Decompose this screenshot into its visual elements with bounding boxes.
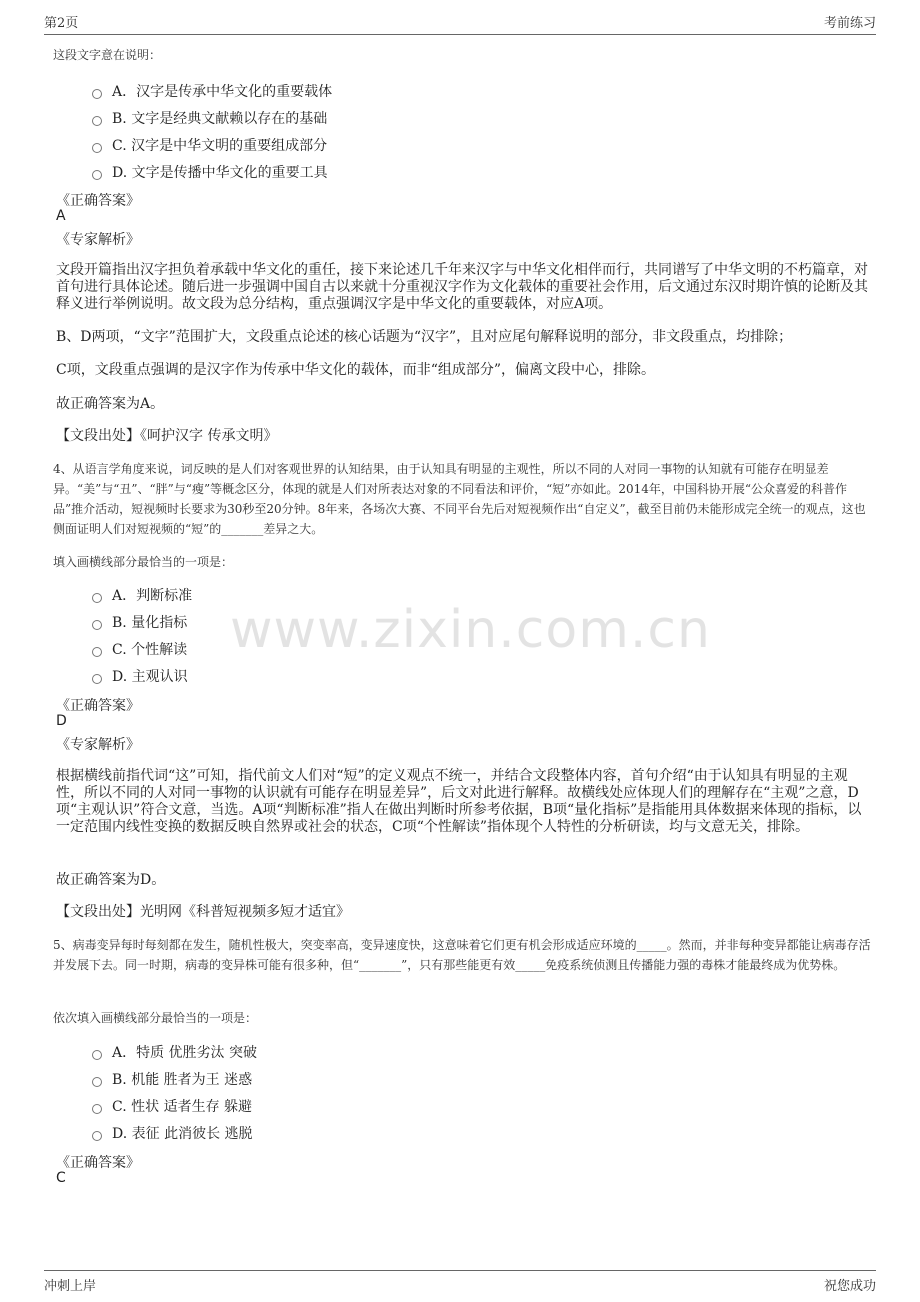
q5-option-c[interactable] (92, 1092, 257, 1119)
radio-icon[interactable] (92, 1104, 102, 1114)
q4-analysis-title: 《专家解析》 (56, 737, 140, 753)
option-label: D. 主观认识 (112, 668, 188, 685)
q4-stem: 4、从语言学角度来说，词反映的是人们对客观世界的认知结果，由于认知具有明显的主观性，所以不同的人对同一事物的认知就有可能存在明显差异。“美”与“丑”、“胖”与“瘦”等概念区分，体现的就是人们对所表达对象的不同看法和评价，“短”亦如此。2014年，中国科协开展“公众喜爱的科普作品”推介活动，短视频时长要求为30秒至20分钟。8年来，各场次大赛、不同平台先后对短视频作出“自定义”，截至目前仍未能形成完全统一的观点，这也侧面证明人们对短视频的“短”的_______差异之大。 (53, 462, 866, 536)
q4-answer: D (56, 713, 67, 729)
q3-option-d[interactable] (92, 158, 332, 185)
q3-answer-title: 《正确答案》 (56, 193, 140, 209)
q3-option-b[interactable] (92, 104, 332, 131)
q5-options (92, 1038, 257, 1146)
q4-conclusion: 故正确答案为D。 (56, 872, 166, 888)
option-label: B. 机能 胜者为王 迷惑 (112, 1071, 253, 1088)
q5-option-d[interactable] (92, 1119, 257, 1146)
radio-icon[interactable] (92, 647, 102, 657)
option-label: A．汉字是传承中华文化的重要载体 (112, 83, 333, 100)
q3-analysis-paragraph: 文段开篇指出汉字担负着承载中华文化的重任，接下来论述几千年来汉字与中华文化相伴而行，共同谱写了中华文明的不朽篇章，对首句进行具体论述。随后进一步强调中国自古以来就十分重视汉字作为文化载体的重要社会作用，后文通过东汉时期许慎的论断及其释义进行举例说明。故文段为总分结构，重点强调汉字是中华文化的重要载体，对应A项。 (56, 262, 868, 312)
option-label: C. 汉字是中华文明的重要组成部分 (112, 137, 328, 154)
radio-icon[interactable] (92, 116, 102, 126)
q5-answer: C (56, 1170, 66, 1186)
footer-right: 祝您成功 (823, 1279, 876, 1294)
q3-analysis-title: 《专家解析》 (56, 232, 140, 248)
q5-answer-title: 《正确答案》 (56, 1155, 140, 1171)
footer-left: 冲刺上岸 (44, 1279, 97, 1294)
q5-option-b[interactable] (92, 1065, 257, 1092)
option-label: B. 文字是经典文献赖以存在的基础 (112, 110, 328, 127)
q4-options (92, 581, 192, 689)
option-label: C. 性状 适者生存 躲避 (112, 1098, 253, 1115)
q4-source: 【文段出处】光明网《科普短视频多短才适宜》 (56, 904, 350, 920)
option-label: A．特质 优胜劣汰 突破 (112, 1044, 258, 1061)
q3-options (92, 77, 332, 185)
radio-icon[interactable] (92, 1050, 102, 1060)
radio-icon[interactable] (92, 1077, 102, 1087)
radio-icon[interactable] (92, 593, 102, 603)
q4-option-b[interactable] (92, 608, 192, 635)
radio-icon[interactable] (92, 620, 102, 630)
document-type: 考前练习 (823, 16, 876, 31)
radio-icon[interactable] (92, 170, 102, 180)
radio-icon[interactable] (92, 674, 102, 684)
option-label: C. 个性解读 (112, 641, 188, 658)
q3-option-a[interactable] (92, 77, 332, 104)
q3-prompt: 这段文字意在说明： (53, 48, 162, 62)
page-number: 第2页 (44, 16, 79, 31)
radio-icon[interactable] (92, 89, 102, 99)
radio-icon[interactable] (92, 143, 102, 153)
option-label: B. 量化指标 (112, 614, 188, 631)
q5-prompt: 依次填入画横线部分最恰当的一项是： (53, 1011, 258, 1025)
q4-option-d[interactable] (92, 662, 192, 689)
q4-option-c[interactable] (92, 635, 192, 662)
watermark: www.zixin.com.cn (230, 600, 711, 660)
option-label: D. 表征 此消彼长 逃脱 (112, 1125, 253, 1142)
q3-analysis-paragraph: B、D两项，“文字”范围扩大，文段重点论述的核心话题为“汉字”，且对应尾句解释说明的部分，非文段重点，均排除； (56, 329, 793, 345)
q4-answer-title: 《正确答案》 (56, 698, 140, 714)
q3-answer: A (56, 208, 66, 224)
q4-prompt: 填入画横线部分最恰当的一项是： (53, 555, 234, 569)
page-header (44, 12, 876, 35)
option-label: D. 文字是传播中华文化的重要工具 (112, 164, 328, 181)
option-label: A．判断标准 (112, 587, 193, 604)
q3-conclusion: 故正确答案为A。 (56, 396, 165, 412)
q5-option-a[interactable] (92, 1038, 257, 1065)
radio-icon[interactable] (92, 1131, 102, 1141)
q3-source: 【文段出处】《呵护汉字 传承文明》 (56, 428, 278, 444)
q4-option-a[interactable] (92, 581, 192, 608)
q5-stem: 5、病毒变异每时每刻都在发生，随机性极大，突变率高，变异速度快，这意味着它们更有机会形成适应环境的_____。然而，并非每种变异都能让病毒存活并发展下去。同一时期，病毒的变异株可能有很多种，但“_______”，只有那些能更有效_____免疫系统侦测且传播能力强的毒株才能最终成为优势株。 (53, 938, 871, 972)
q3-analysis-paragraph: C项，文段重点强调的是汉字作为传承中华文化的载体，而非“组成部分”，偏离文段中心，排除。 (56, 362, 656, 378)
q3-option-c[interactable] (92, 131, 332, 158)
q4-analysis-paragraph: 根据横线前指代词“这”可知，指代前文人们对“短”的定义观点不统一，并结合文段整体内容，首句介绍“由于认知具有明显的主观性，所以不同的人对同一事物的认识就有可能存在明显差异”，后文对此进行解释。故横线处应体现人们的理解存在“主观”之意，D项“主观认识”符合文意，当选。A项“判断标准”指人在做出判断时所参考依据，B项“量化指标”是指能用具体数据来体现的指标，以一定范围内线性变换的数据反映自然界或社会的状态，C项“个性解读”指体现个人特性的分析研读，均与文意无关，排除。 (56, 768, 862, 835)
page-footer (44, 1270, 876, 1294)
